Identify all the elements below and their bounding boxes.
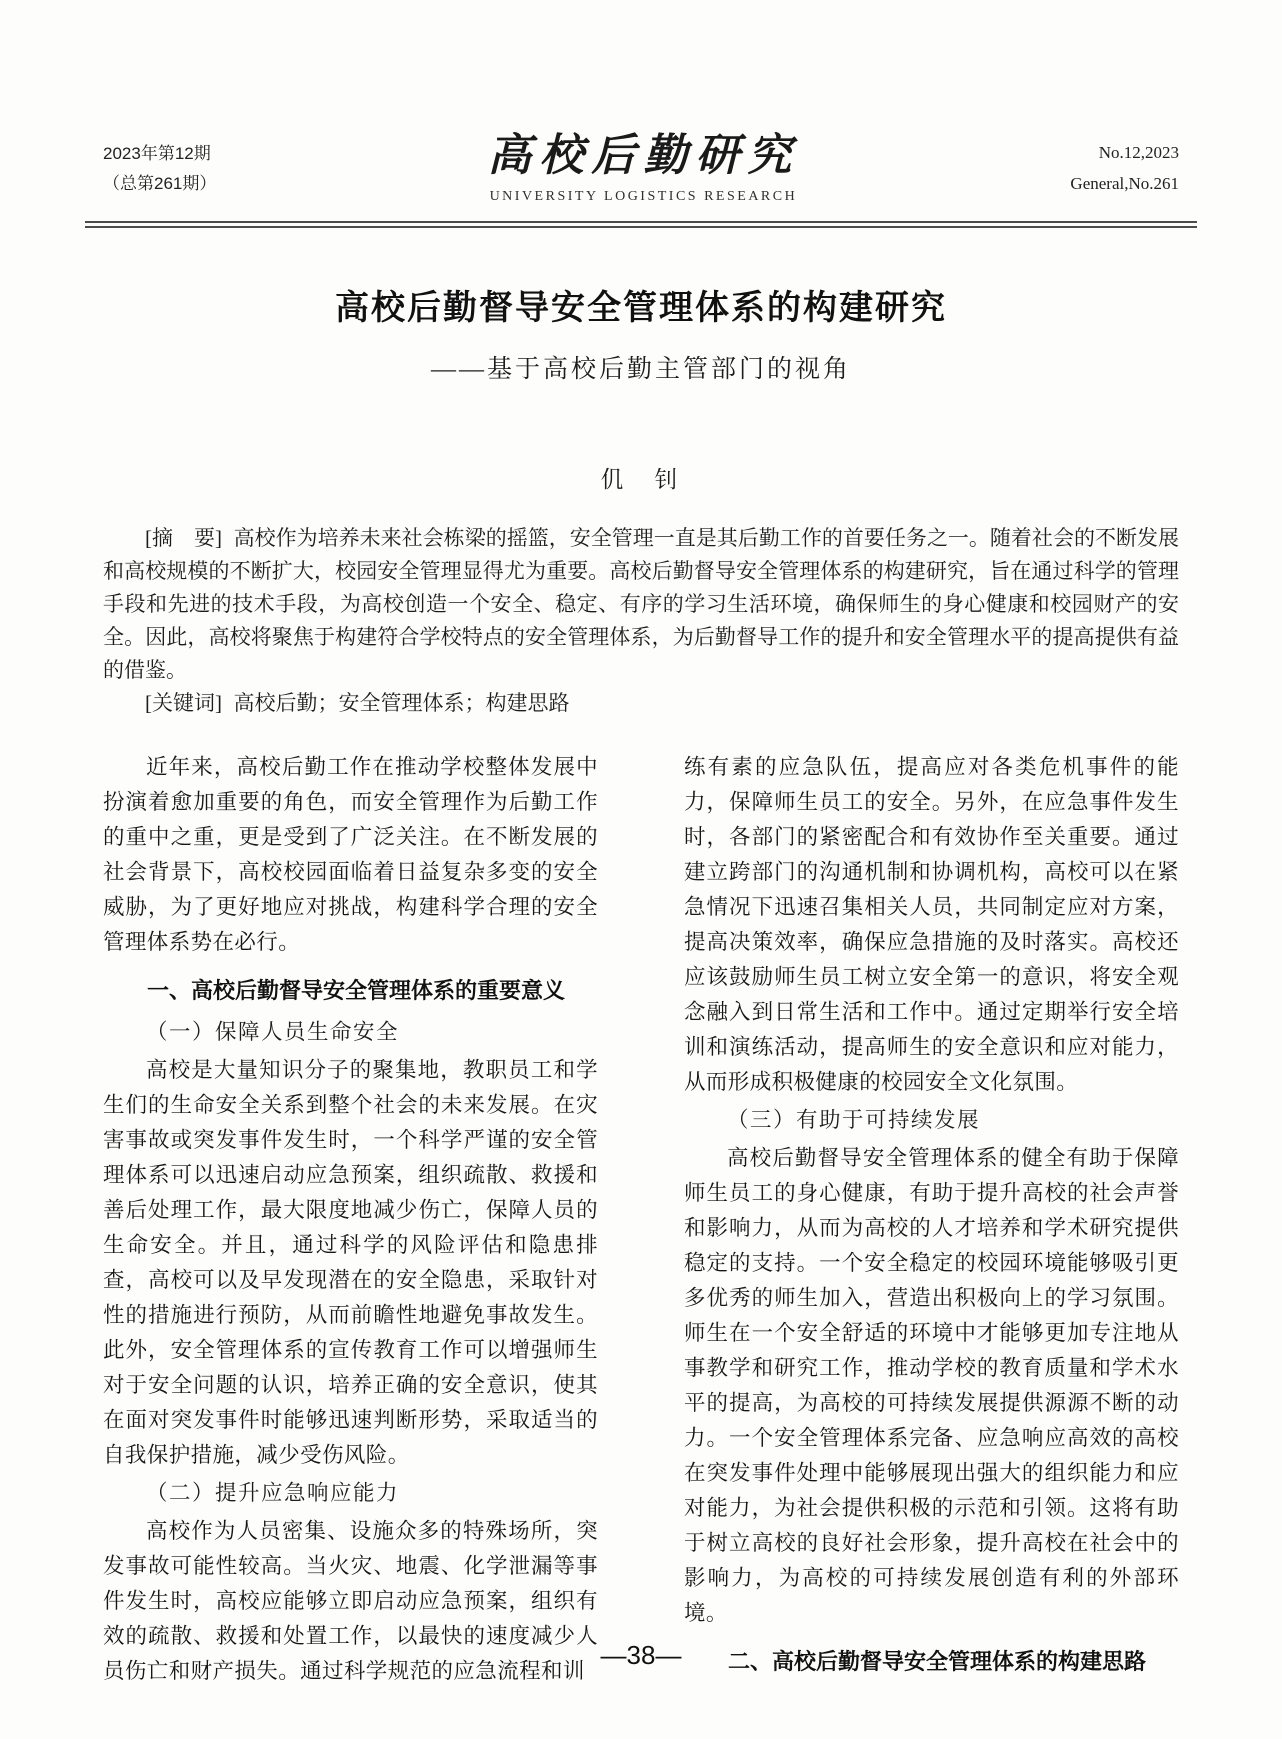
paragraph: 高校后勤督导安全管理体系的健全有助于保障师生员工的身心健康，有助于提升高校的社会声誉和影响力，从而为高校的人才培养和学术研究提供稳定的支持。一个安全稳定的校园环境能够吸引更多优秀的师生加入，营造出积极向上的学习氛围。师生在一个安全舒适的环境中才能够更加专注地从事教学和研究工作，推动学校的教育质量和学术水平的提高，为高校的可持续发展提供源源不断的动力。一个安全管理体系完备、应急响应高效的高校在突发事件处理中能够展现出强大的组织能力和应对能力，为社会提供积极的示范和引领。这将有助于树立高校的良好社会形象，提升高校在社会中的影响力，为高校的可持续发展创造有利的外部环境。	[684, 1146, 1179, 1626]
subsection-heading-1-3: （三）有助于可持续发展	[727, 1108, 981, 1133]
issue-en-line1: No.12,2023	[1098, 143, 1179, 163]
journal-header	[103, 132, 1179, 205]
issue-info-cn	[103, 139, 216, 199]
issue-cn-line2: （总第261期）	[103, 173, 217, 193]
subsection-heading-1-2: （二）提升应急响应能力	[146, 1481, 400, 1506]
abstract-label: [摘 要]	[145, 526, 223, 551]
paragraph: 高校是大量知识分子的聚集地，教职员工和学生们的生命安全关系到整个社会的未来发展。在灾害事故或突发事件发生时，一个科学严谨的安全管理体系可以迅速启动应急预案，组织疏散、救援和善后处理工作，最大限度地减少伤亡，保障人员的生命安全。并且，通过科学的风险评估和隐患排查，高校可以及早发现潜在的安全隐患，采取针对性的措施进行预防，从而前瞻性地避免事故发生。此外，安全管理体系的宣传教育工作可以增强师生对于安全问题的认识，培养正确的安全意识，使其在面对突发事件时能够迅速判断形势，采取适当的自我保护措施，减少受伤风险。	[103, 1058, 598, 1468]
journal-title-cn: 高校后勤研究	[487, 131, 800, 180]
section-heading-2: 二、高校后勤督导安全管理体系的构建思路	[728, 1649, 1147, 1675]
paragraph: 高校作为人员密集、设施众多的特殊场所，突发事故可能性较高。当火灾、地震、化学泄漏等事件发生时，高校应能够立即启动应急预案，组织有效的疏散、救援和处置工作，以最快的速度减少人员伤亡和财产损失。通过科学规范的应急流程和训	[103, 1519, 598, 1684]
right-column	[684, 750, 1179, 1689]
abstract-paragraph	[103, 522, 1179, 687]
abstract-text: 高校作为培养未来社会栋梁的摇篮，安全管理一直是其后勤工作的首要任务之一。随着社会的不断发展和高校规模的不断扩大，校园安全管理显得尤为重要。高校后勤督导安全管理体系的构建研究，旨在通过科学的管理手段和先进的技术手段，为高校创造一个安全、稳定、有序的学习生活环境，确保师生的身心健康和校园财产的安全。因此，高校将聚焦于构建符合学校特点的安全管理体系，为后勤督导工作的提升和安全管理水平的提高提供有益的借鉴。	[103, 526, 1179, 683]
page-number: —38—	[600, 1640, 682, 1670]
subsection-heading-1-1: （一）保障人员生命安全	[146, 1020, 400, 1045]
issue-info-en	[1070, 138, 1179, 199]
masthead	[216, 132, 1070, 205]
article-subtitle: ——基于高校后勤主管部门的视角	[430, 356, 851, 384]
keywords-label: [关键词]	[145, 691, 222, 716]
section-heading-1: 一、高校后勤督导安全管理体系的重要意义	[147, 978, 566, 1004]
keywords-paragraph	[103, 687, 1179, 720]
left-column	[103, 750, 598, 1689]
journal-title-en: UNIVERSITY LOGISTICS RESEARCH	[489, 189, 798, 205]
issue-en-line2: General,No.261	[1070, 173, 1179, 193]
keywords-text: 高校后勤；安全管理体系；构建思路	[233, 691, 570, 716]
article-title: 高校后勤督导安全管理体系的构建研究	[335, 289, 947, 328]
paragraph: 近年来，高校后勤工作在推动学校整体发展中扮演着愈加重要的角色，而安全管理作为后勤工作的重中之重，更是受到了广泛关注。在不断发展的社会背景下，高校校园面临着日益复杂多变的安全威胁，为了更好地应对挑战，构建科学合理的安全管理体系势在必行。	[103, 755, 598, 955]
abstract-block	[103, 522, 1179, 720]
header-divider	[85, 221, 1197, 228]
issue-cn-line1: 2023年第12期	[103, 143, 211, 163]
paragraph-continuation: 练有素的应急队伍，提高应对各类危机事件的能力，保障师生员工的安全。另外，在应急事件发生时，各部门的紧密配合和有效协作至关重要。通过建立跨部门的沟通机制和协调机构，高校可以在紧急情况下迅速召集相关人员，共同制定应对方案，提高决策效率，确保应急措施的及时落实。高校还应该鼓励师生员工树立安全第一的意识，将安全观念融入到日常生活和工作中。通过定期举行安全培训和演练活动，提高师生的安全意识和应对能力，从而形成积极健康的校园安全文化氛围。	[684, 755, 1179, 1095]
body-columns	[103, 750, 1179, 1689]
article-author: 仉 钊	[600, 467, 682, 493]
